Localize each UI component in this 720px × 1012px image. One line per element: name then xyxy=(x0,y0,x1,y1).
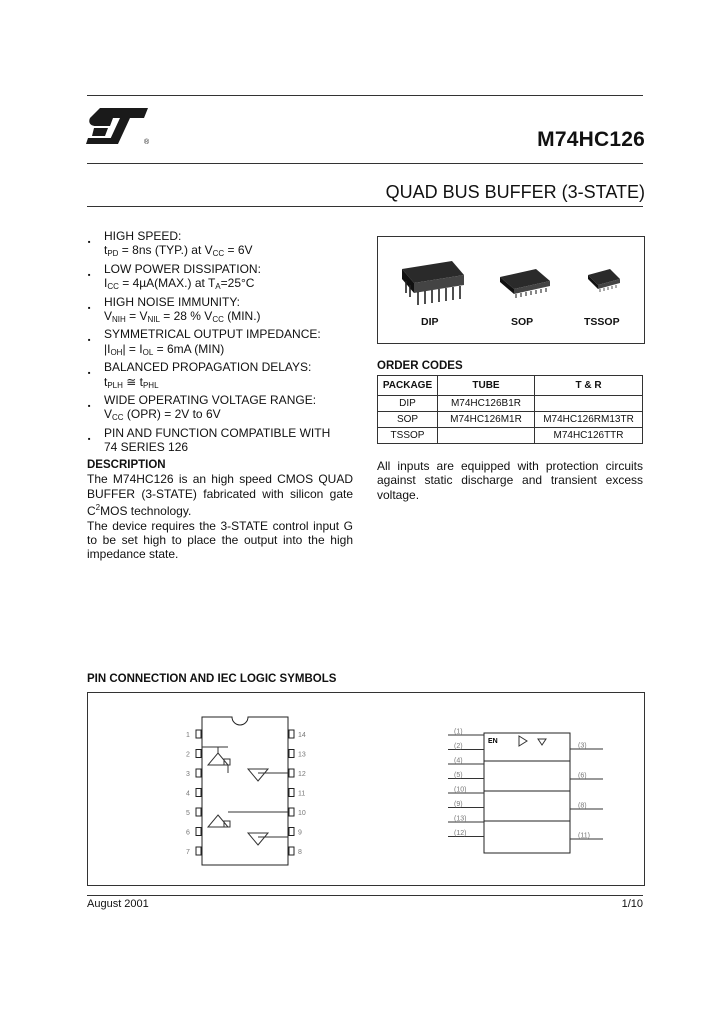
feature-item xyxy=(88,327,363,360)
iec-input-pin: (1) xyxy=(454,728,463,736)
st-logo-icon xyxy=(86,104,152,148)
feature-title: LOW POWER DISSIPATION: xyxy=(104,261,261,276)
description-paragraph-2: The device requires the 3-STATE control input G to be set high to place the output into the high impedance state. xyxy=(87,518,353,562)
dip-pin-number: 13 xyxy=(298,751,306,759)
iec-input-pin: (13) xyxy=(454,815,467,823)
logo-registered-mark: ® xyxy=(144,139,150,146)
dip-pin-left xyxy=(196,789,201,797)
dip-pinout-diagram xyxy=(148,707,348,877)
dip-pin-left xyxy=(196,808,201,816)
page-subtitle: QUAD BUS BUFFER (3-STATE) xyxy=(385,182,645,202)
package-label-sop: SOP xyxy=(511,316,534,328)
feature-detail: $V_{CC}$ (OPR) = 2V to 6V xyxy=(104,407,221,423)
feature-title: HIGH SPEED: xyxy=(104,229,182,243)
feature-detail: $t_{PD} = 8ns$ (TYP.) at $V_{CC} = 6V$ xyxy=(104,243,253,259)
dip-pin-number: 8 xyxy=(298,849,302,856)
dip-pin-right xyxy=(289,750,294,758)
bullet-icon: ■ xyxy=(88,304,91,310)
package-label-dip: DIP xyxy=(421,316,439,328)
page-title: M74HC126 xyxy=(537,128,645,151)
order-codes-heading: ORDER CODES xyxy=(377,360,463,372)
iec-output-pin: (8) xyxy=(578,802,587,810)
dip-pin-number: 3 xyxy=(186,771,190,778)
dip-pin-right xyxy=(289,769,294,777)
dip-pin-right xyxy=(289,730,294,738)
dip-pin-number: 2 xyxy=(186,751,190,759)
table-row xyxy=(378,428,643,444)
features-list xyxy=(88,229,363,455)
iec-input-pin: (9) xyxy=(454,801,463,808)
tssop-package-icon xyxy=(584,263,624,297)
table-row xyxy=(378,396,643,412)
iec-en-label: EN xyxy=(488,738,498,745)
iec-input-pin: (10) xyxy=(454,786,467,794)
feature-detail: $|I_{OH}| = I_{OL} = 6mA$ (MIN) xyxy=(104,341,225,357)
dip-pin-left xyxy=(196,847,201,855)
dip-pin-number: 9 xyxy=(298,829,302,837)
description-heading: DESCRIPTION xyxy=(87,459,166,471)
header-rule-bottom xyxy=(87,206,643,207)
iec-output-pin: (6) xyxy=(578,772,587,780)
dip-pin-right xyxy=(289,847,294,855)
dip-pin-left xyxy=(196,730,201,738)
pin-connection-heading: PIN CONNECTION AND IEC LOGIC SYMBOLS xyxy=(87,673,337,685)
bullet-icon: ■ xyxy=(88,435,91,441)
cell: DIP xyxy=(378,396,438,412)
col-tube: TUBE xyxy=(438,376,535,396)
dip-pin-right xyxy=(289,828,294,836)
header-rule-mid xyxy=(87,163,643,164)
dip-pin-left xyxy=(196,769,201,777)
feature-item xyxy=(88,426,363,455)
iec-logic-symbol xyxy=(428,721,628,861)
table-header-row xyxy=(378,376,643,396)
header-rule-top xyxy=(87,95,643,96)
description-section xyxy=(87,458,353,562)
feature-item xyxy=(88,360,363,393)
footer-page-number: 1/10 xyxy=(621,898,643,910)
dip-package-icon xyxy=(398,255,468,315)
dip-pin-right xyxy=(289,808,294,816)
dip-pin-number: 12 xyxy=(298,771,306,778)
footer-date: August 2001 xyxy=(87,898,149,910)
iec-input-pin: (4) xyxy=(454,757,463,765)
feature-title: WIDE OPERATING VOLTAGE RANGE: xyxy=(104,393,317,408)
feature-item xyxy=(88,229,363,262)
bullet-icon: ■ xyxy=(88,403,91,409)
footer-rule xyxy=(87,895,643,896)
sop-package-icon xyxy=(496,261,554,303)
feature-title: PIN AND FUNCTION COMPATIBLE WITH xyxy=(104,425,331,440)
bullet-icon: ■ xyxy=(88,271,91,277)
feature-title: HIGH NOISE IMMUNITY: xyxy=(104,294,241,309)
feature-title: SYMMETRICAL OUTPUT IMPEDANCE: xyxy=(104,327,321,342)
table-row xyxy=(378,412,643,428)
description-paragraph-1: The M74HC126 is an high speed CMOS QUAD BUFFER (3-STATE) fabricated with silicon gate $C^2MOS$ technology. xyxy=(87,472,353,519)
cell: M74HC126RM13TR xyxy=(535,412,643,428)
pin-connection-diagram xyxy=(87,692,645,886)
feature-item xyxy=(88,295,363,328)
feature-title: BALANCED PROPAGATION DELAYS: xyxy=(104,360,312,375)
cell xyxy=(438,428,535,444)
dip-pin-number: 7 xyxy=(186,849,190,856)
package-illustrations xyxy=(377,236,645,344)
cell: TSSOP xyxy=(378,428,438,444)
cell xyxy=(535,396,643,412)
cell: M74HC126M1R xyxy=(438,412,535,428)
iec-input-pin: (5) xyxy=(454,772,463,779)
dip-pin-right xyxy=(289,789,294,797)
cell: M74HC126B1R xyxy=(438,396,535,412)
dip-pin-number: 11 xyxy=(298,790,306,798)
cell: SOP xyxy=(378,412,438,428)
dip-pin-number: 14 xyxy=(298,732,306,739)
col-package: PACKAGE xyxy=(378,376,438,396)
iec-output-pin: (11) xyxy=(578,832,590,840)
col-tr: T & R xyxy=(535,376,643,396)
inputs-protection-note: All inputs are equipped with protection circuits against static discharge and transient excess voltage. xyxy=(377,459,643,502)
cell: M74HC126TTR xyxy=(535,428,643,444)
feature-detail: 74 SERIES 126 xyxy=(104,440,189,455)
dip-pin-number: 4 xyxy=(186,790,190,798)
feature-detail: $I_{CC} = 4\mu A(MAX.)$ at $T_A=25^\circ C$ xyxy=(104,276,255,292)
bullet-icon: ■ xyxy=(88,370,91,376)
feature-item xyxy=(88,393,363,426)
iec-input-pin: (12) xyxy=(454,830,467,837)
dip-pin-number: 5 xyxy=(186,810,190,817)
feature-detail: $V_{NIH} = V_{NIL} = 28$ % $V_{CC}$ (MIN.) xyxy=(104,309,261,325)
feature-detail: $t_{PLH}$ ≅ $t_{PHL}$ xyxy=(104,374,159,390)
iec-input-pin: (2) xyxy=(454,743,463,750)
dip-pin-left xyxy=(196,750,201,758)
feature-item xyxy=(88,262,363,295)
package-label-tssop: TSSOP xyxy=(584,316,620,328)
dip-pin-number: 10 xyxy=(298,810,306,817)
bullet-icon: ■ xyxy=(88,239,91,244)
dip-pin-left xyxy=(196,828,201,836)
bullet-icon: ■ xyxy=(88,337,91,343)
dip-pin-number: 6 xyxy=(186,829,190,837)
iec-output-pin: (3) xyxy=(578,742,587,750)
order-codes-table xyxy=(377,375,643,444)
dip-pin-number: 1 xyxy=(186,732,190,739)
